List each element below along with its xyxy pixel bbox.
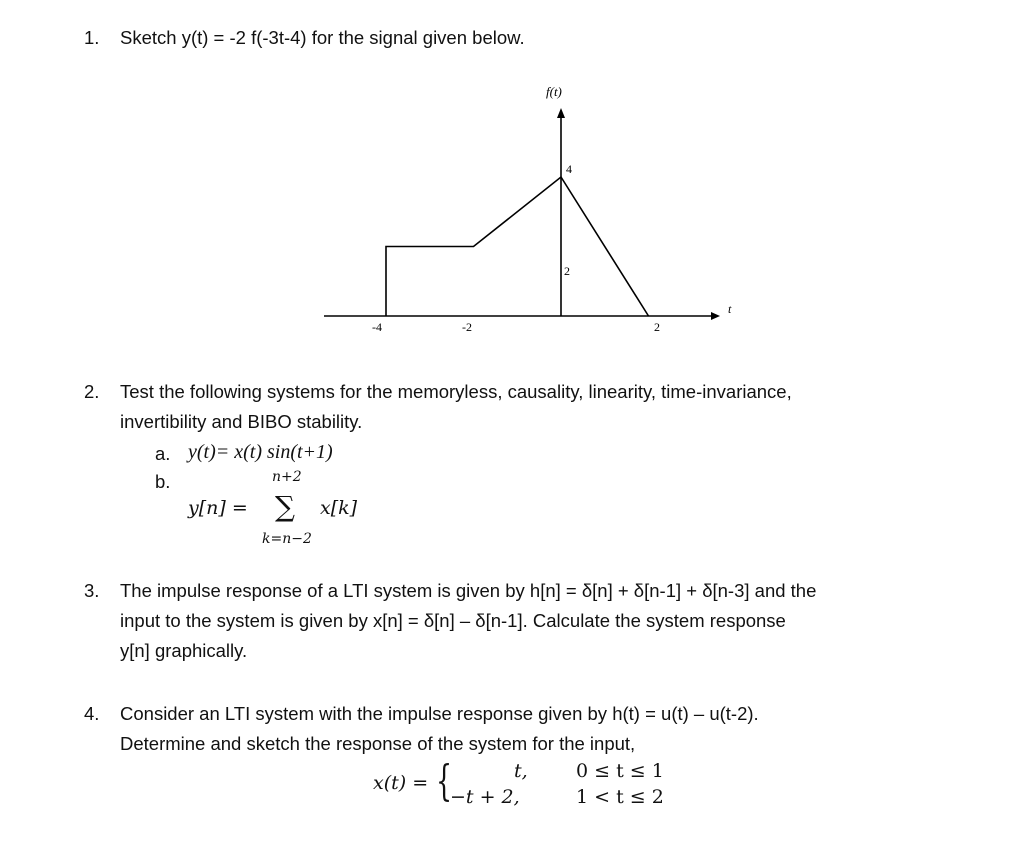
piecewise-brace: { [436,756,453,805]
part-a-label: a. [155,443,171,464]
part-b-lower-limit: k=n−2 [262,531,312,547]
x-axis-label: t [728,302,732,316]
part-b-rhs: x[k] [320,497,358,519]
piecewise-case-1-cond: 0 ≤ t ≤ 1 [576,760,664,782]
peak-value-label: 4 [566,162,572,176]
part-b-lhs: y[n] = [188,497,248,519]
question-4 [84,699,984,759]
mid-value-label: 2 [564,264,570,278]
question-3-line-1: The impulse response of a LTI system is given by h[n] = δ[n] + δ[n-1] + δ[n-3] and the [120,580,817,601]
part-b-label: b. [155,471,171,492]
question-4-line-1: Consider an LTI system with the impulse response given by h(t) = u(t) – u(t-2). [120,703,759,724]
y-axis-arrow [557,108,565,118]
piecewise-lhs: x(t) = [373,772,429,794]
piecewise-case-1-expr: t, [514,760,528,782]
y-axis-label: f(t) [546,84,562,99]
piecewise-case-2-cond: 1 < t ≤ 2 [576,786,664,808]
question-4-line-2: Determine and sketch the response of the system for the input, [120,733,636,754]
x-axis-arrow [711,312,720,320]
question-3-line-3: y[n] graphically. [120,640,248,661]
question-1-text: Sketch y(t) = -2 f(-3t-4) for the signal given below. [120,27,525,48]
x-tick-label-2: 2 [654,320,660,334]
question-2-line-2: invertibility and BIBO stability. [120,411,363,432]
signal-curve [386,177,649,316]
question-2 [84,377,984,437]
question-2-line-1: Test the following systems for the memoryless, causality, linearity, time-invariance, [120,381,792,402]
part-b-upper-limit: n+2 [272,469,302,485]
piecewise-case-2-expr: −t + 2, [450,786,520,808]
question-3 [84,576,984,666]
x-tick-label-neg2: -2 [462,320,472,334]
part-a-equation: y(t)= x(t) sin(t+1) [188,441,333,463]
question-4-number: 4. [84,703,100,724]
x-tick-label-neg4: -4 [372,320,382,334]
question-3-line-2: input to the system is given by x[n] = δ[n] – δ[n-1]. Calculate the system response [120,610,786,631]
question-3-number: 3. [84,580,100,601]
part-b-sigma: ∑ [275,490,295,523]
question-2-number: 2. [84,381,100,402]
question-1-number: 1. [84,27,100,48]
